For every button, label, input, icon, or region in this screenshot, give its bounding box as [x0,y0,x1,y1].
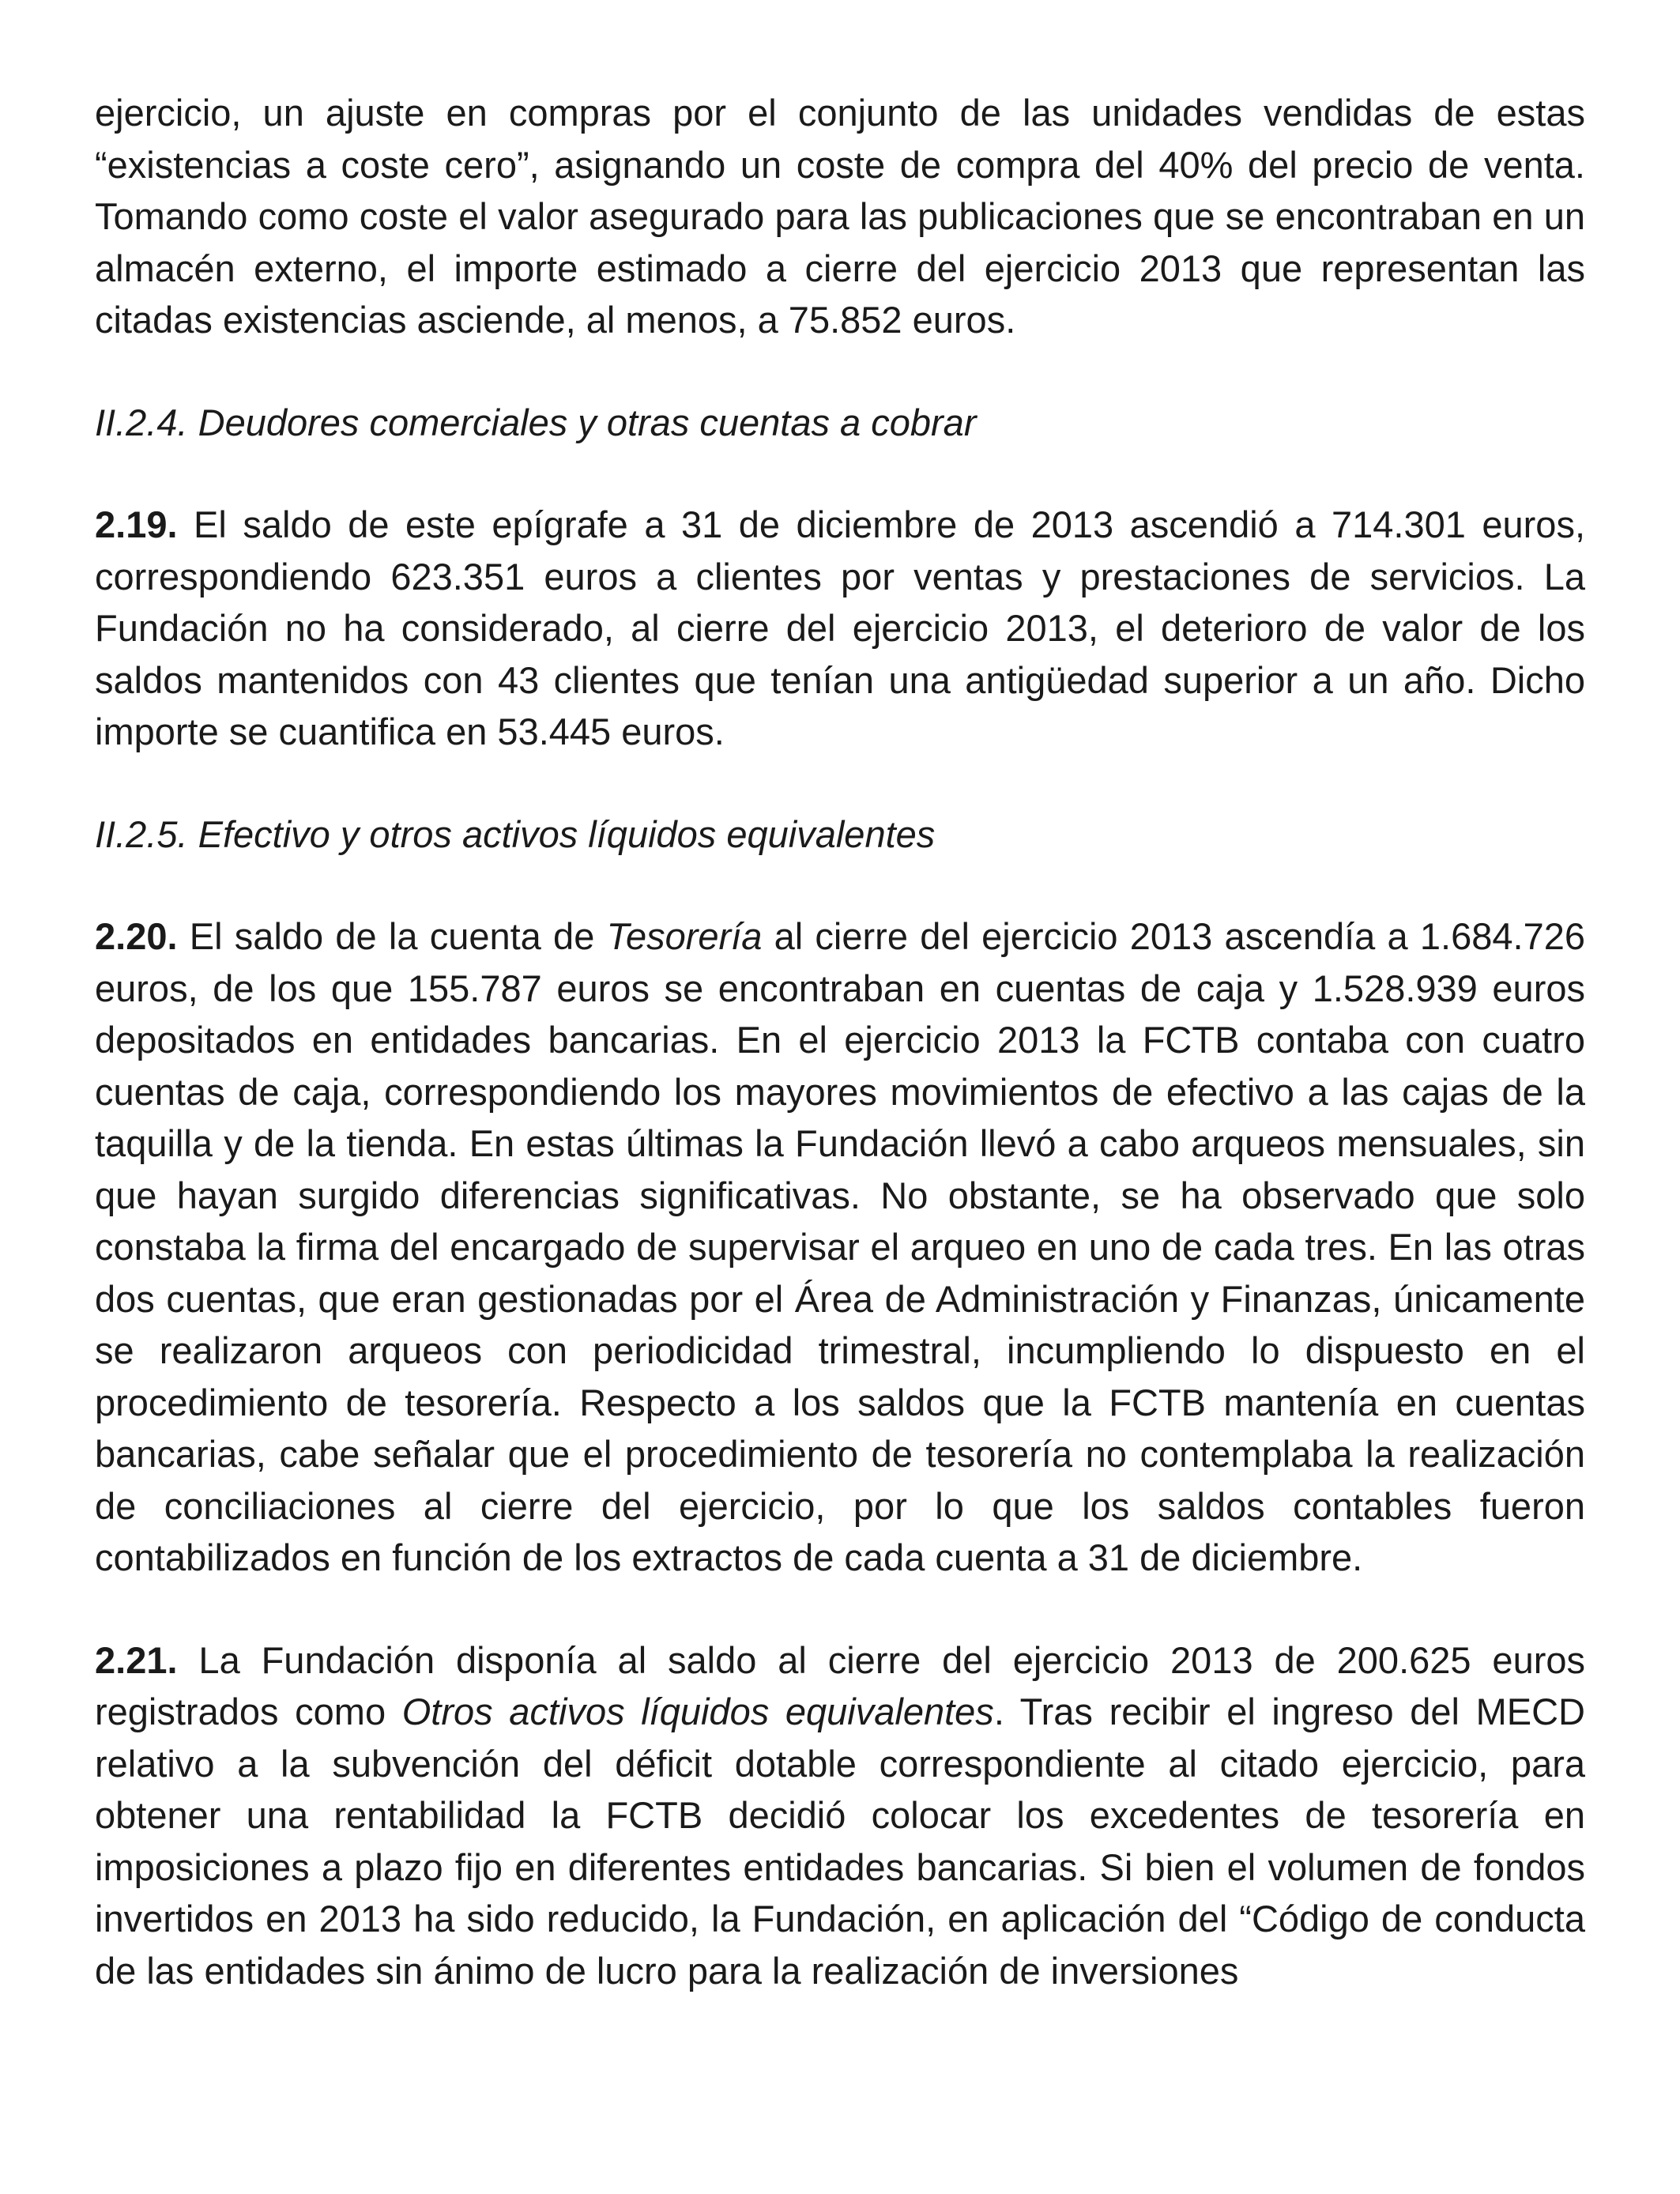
paragraph-text: La Fundación disponía al saldo al cierre del ejercicio 2013 de 200.625 euros registrados como [95,1638,1585,1732]
document-page [95,87,1585,2047]
section-heading-efectivo: II.2.5. Efectivo y otros activos líquidos equivalentes [95,812,936,855]
paragraph-text: . Tras recibir el ingreso del MECD relativo a la subvención del déficit dotable correspondiente al citado ejercicio, para obtener una rentabilidad la FCTB decidió colocar los excedentes de tesorería en imposiciones a plazo fijo en diferentes entidades bancarias. Si bien el volumen de fondos invertidos en 2013 ha sido reducido, la Fundación, en aplicación del “Código de conducta de las entidades sin ánimo de lucro para la realización de inversiones [95,1691,1585,1992]
paragraph-number: 2.20. [95,915,178,957]
paragraph-number: 2.19. [95,503,178,545]
paragraph-text: El saldo de este epígrafe a 31 de diciembre de 2013 ascendió a 714.301 euros, correspondiendo 623.351 euros a clientes por ventas y prestaciones de servicios. La Fundación no ha considerado, al cierre del ejercicio 2013, el deterioro de valor de los saldos mantenidos con 43 clientes que tenían una antigüedad superior a un año. Dicho importe se cuantifica en 53.445 euros. [95,503,1585,752]
paragraph-number: 2.21. [95,1638,178,1681]
paragraph-text: al cierre del ejercicio 2013 ascendía a 1.684.726 euros, de los que 155.787 euros se encontraban en cuentas de caja y 1.528.939 euros depositados en entidades bancarias. En el ejercicio 2013 la FCTB contaba con cuatro cuentas de caja, correspondiendo los mayores movimientos de efectivo a las cajas de la taquilla y de la tienda. En estas últimas la Fundación llevó a cabo arqueos mensuales, sin que hayan surgido diferencias significativas. No obstante, se ha observado que solo constaba la firma del encargado de supervisar el arqueo en uno de cada tres. En las otras dos cuentas, que eran gestionadas por el Área de Administración y Finanzas, únicamente se realizaron arqueos con periodicidad trimestral, incumpliendo lo dispuesto en el procedimiento de tesorería. Respecto a los saldos que la FCTB mantenía en cuentas bancarias, cabe señalar que el procedimiento de tesorería no contemplaba la realización de conciliaciones al cierre del ejercicio, por lo que los saldos contables fueron contabilizados en función de los extractos de cada cuenta a 31 de diciembre. [95,915,1585,1578]
paragraph-continuation: ejercicio, un ajuste en compras por el conjunto de las unidades vendidas de estas “existencias a coste cero”, asignando un coste de compra del 40% del precio de venta. Tomando como coste el valor asegurado para las publicaciones que se encontraban en un almacén externo, el importe estimado a cierre del ejercicio 2013 que representan las citadas existencias asciende, al menos, a 75.852 euros. [95,92,1585,341]
italic-term: Tesorería [606,915,763,957]
italic-term: Otros activos líquidos equivalentes [401,1691,994,1732]
section-heading-deudores: II.2.4. Deudores comerciales y otras cuentas a cobrar [95,401,977,443]
paragraph-2-21 [95,1634,1585,1997]
paragraph-2-19 [95,499,1585,758]
paragraph-text: El saldo de la cuenta de [177,915,607,957]
paragraph-2-20 [95,910,1585,1584]
